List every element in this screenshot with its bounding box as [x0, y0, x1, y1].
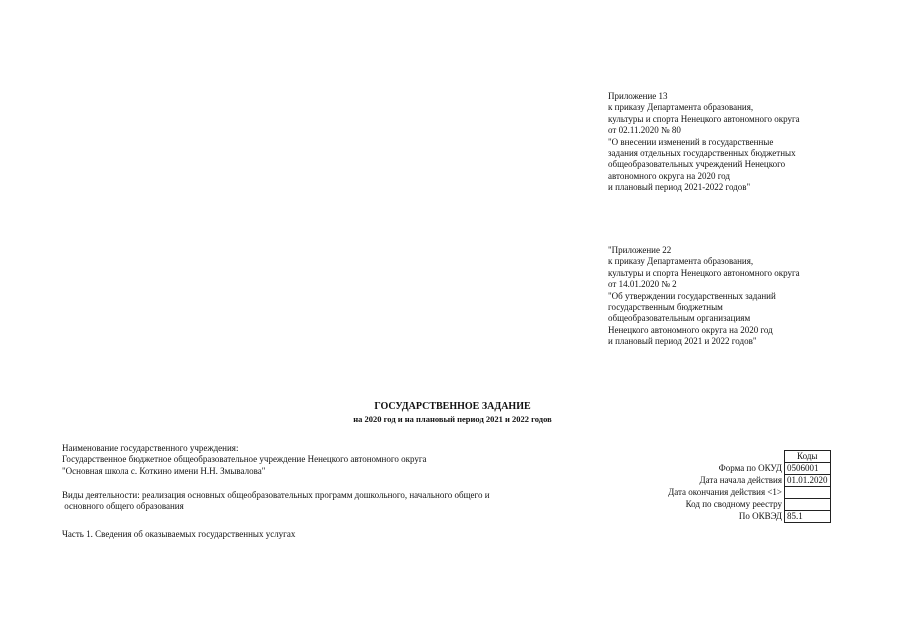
- codes-header-spacer: [560, 451, 785, 463]
- document-title-sub: на 2020 год и на плановый период 2021 и 2022 годов: [353, 414, 552, 424]
- codes-row-value: 01.01.2020: [785, 475, 831, 487]
- codes-row: [560, 487, 830, 499]
- appendix-22-line: "Приложение 22: [608, 245, 672, 255]
- codes-row-value: [785, 487, 831, 499]
- codes-header-row: [560, 451, 830, 463]
- codes-row: [560, 475, 830, 487]
- institution-name-line: Государственное бюджетное общеобразовательное учреждение Ненецкого автономного округа: [62, 454, 427, 465]
- appendix-13-line: и плановый период 2021-2022 годов": [608, 182, 751, 193]
- part-1-heading: [62, 529, 295, 540]
- codes-row-label: Форма по ОКУД: [718, 463, 782, 473]
- appendix-13-line: "О внесении изменений в государственные: [608, 136, 774, 147]
- appendix-22-line: государственным бюджетным: [608, 302, 723, 313]
- document-title: [0, 400, 905, 425]
- codes-row: [560, 463, 830, 475]
- codes-table: [560, 450, 831, 523]
- codes-row-label: По ОКВЭД: [738, 511, 782, 521]
- codes-header: Коды: [785, 451, 831, 463]
- activities-block: [62, 490, 490, 513]
- appendix-13-line: общеобразовательных учреждений Ненецкого: [608, 159, 786, 170]
- appendix-22-line: и плановый период 2021 и 2022 годов": [608, 336, 757, 347]
- part-1-text: Часть 1. Сведения об оказываемых государственных услугах: [62, 529, 296, 539]
- codes-row-label: Дата окончания действия <1>: [668, 487, 782, 497]
- activities-line: Виды деятельности: реализация основных общеобразовательных программ дошкольного, начального общего и: [62, 490, 490, 500]
- appendix-13-block: [608, 91, 800, 194]
- appendix-22-line: Ненецкого автономного округа на 2020 год: [608, 324, 773, 335]
- codes-row: [560, 499, 830, 511]
- codes-row: [560, 511, 830, 523]
- appendix-22-line: к приказу Департамента образования,: [608, 256, 754, 267]
- appendix-13-line: автономного округа на 2020 год: [608, 170, 730, 181]
- appendix-13-line: от 02.11.2020 № 80: [608, 125, 681, 136]
- codes-row-value: [785, 499, 831, 511]
- institution-label: Наименование государственного учреждения:: [62, 443, 239, 453]
- appendix-13-line: культуры и спорта Ненецкого автономного округа: [608, 113, 800, 124]
- codes-row-value: 0506001: [785, 463, 831, 475]
- document-title-main: ГОСУДАРСТВЕННОЕ ЗАДАНИЕ: [374, 401, 531, 412]
- appendix-22-line: от 14.01.2020 № 2: [608, 279, 677, 290]
- appendix-22-line: "Об утверждении государственных заданий: [608, 290, 776, 301]
- appendix-13-line: Приложение 13: [608, 91, 668, 101]
- appendix-13-line: к приказу Департамента образования,: [608, 102, 754, 113]
- appendix-22-block: [608, 245, 800, 348]
- institution-name-line: "Основная школа с. Коткино имени Н.Н. Змывалова": [62, 465, 266, 476]
- codes-row-label: Дата начала действия: [699, 475, 782, 485]
- institution-block: [62, 443, 427, 477]
- appendix-22-line: культуры и спорта Ненецкого автономного округа: [608, 267, 800, 278]
- activities-line: основного общего образования: [62, 501, 184, 512]
- appendix-13-line: задания отдельных государственных бюджетных: [608, 148, 796, 159]
- codes-row-label: Код по сводному реестру: [685, 499, 782, 509]
- appendix-22-line: общеобразовательным организациям: [608, 313, 751, 324]
- codes-row-value: 85.1: [785, 511, 831, 523]
